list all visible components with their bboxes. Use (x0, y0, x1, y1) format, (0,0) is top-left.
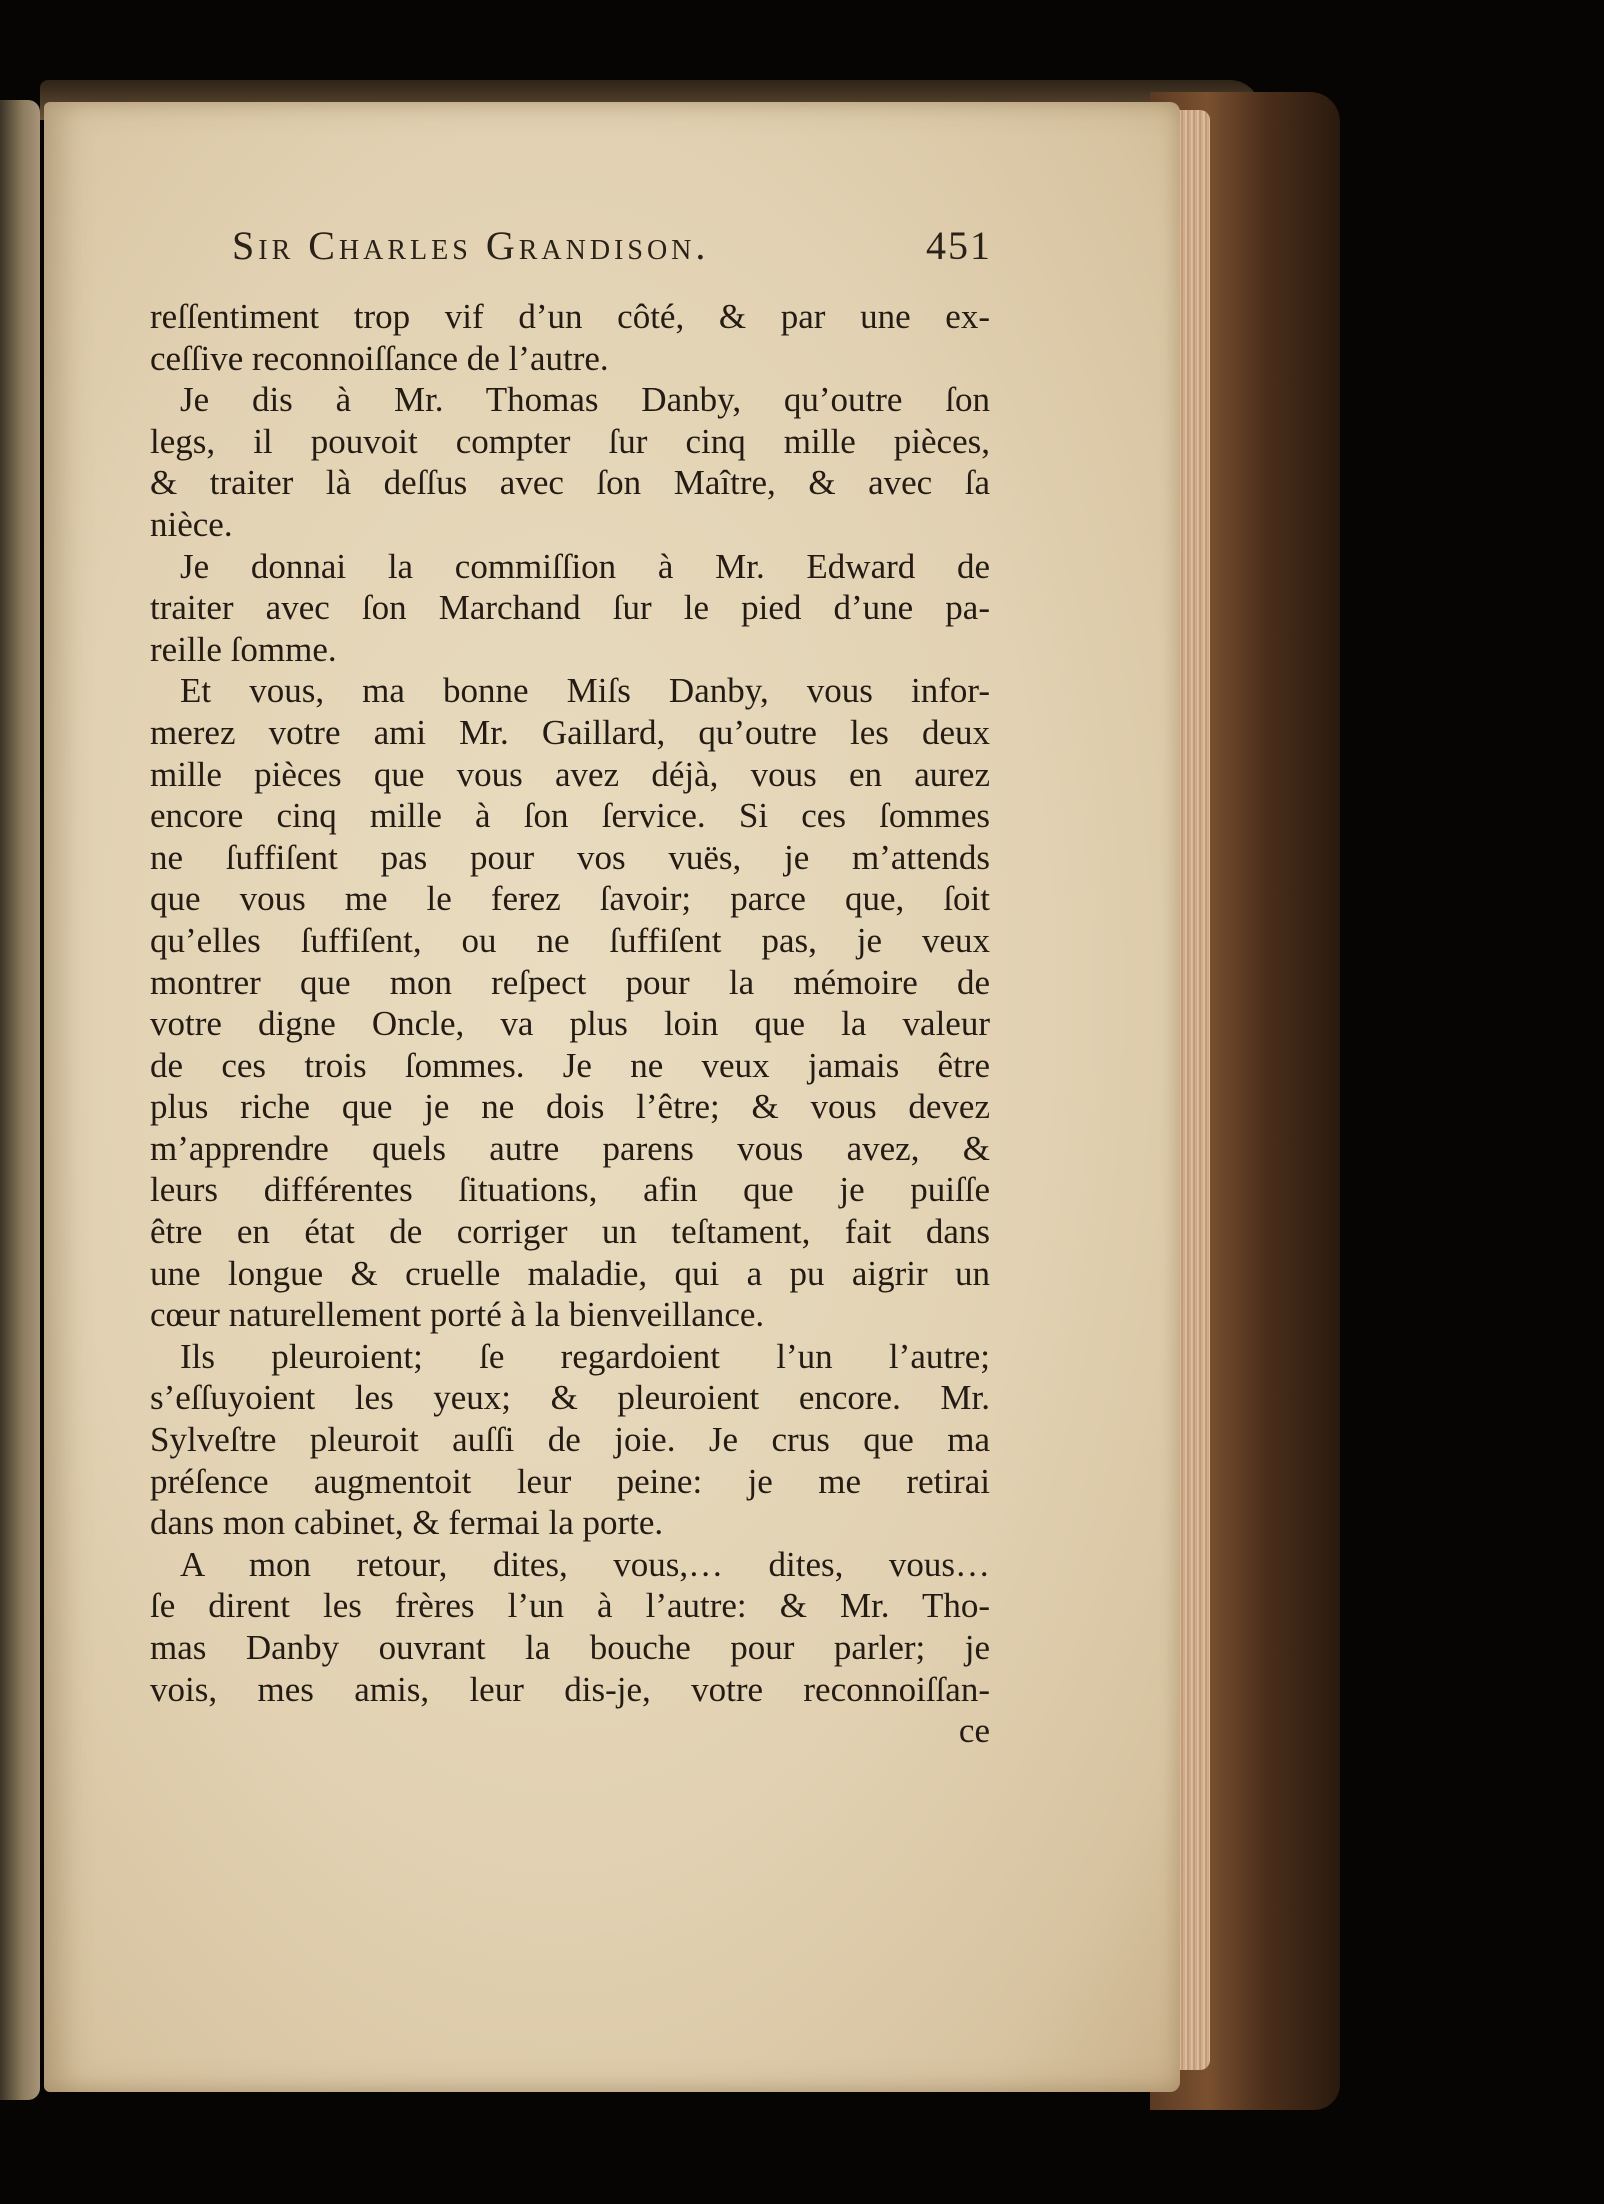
text-line: reille ſomme. (150, 629, 337, 669)
text-line: ceſſive reconnoiſſance de l’autre. (150, 338, 609, 378)
page-number: 451 (926, 223, 992, 268)
text-line: nièce. (150, 504, 233, 544)
text-line: s’eſſuyoient les yeux; & pleuroient encore. Mr. (150, 1378, 990, 1418)
text-line: mille pièces que vous avez déjà, vous en aurez (150, 754, 990, 794)
text-line: Et vous, ma bonne Miſs Danby, vous infor- (180, 671, 990, 711)
text-line: ne ſuffiſent pas pour vos vuës, je m’attends (150, 837, 990, 877)
running-head (232, 222, 992, 282)
text-line: encore cinq mille à ſon ſervice. Si ces ſommes (150, 796, 990, 836)
text-line: ſe dirent les frères l’un à l’autre: & Mr. Tho- (150, 1586, 990, 1626)
text-line: de ces trois ſommes. Je ne veux jamais être (150, 1045, 990, 1085)
text-line: Sylveſtre pleuroit auſſi de joie. Je crus que ma (150, 1420, 990, 1460)
text-line: préſence augmentoit leur peine: je me retirai (150, 1461, 990, 1501)
text-line: mas Danby ouvrant la bouche pour parler; je (150, 1628, 990, 1667)
text-line: Je donnai la commiſſion à Mr. Edward de (180, 546, 990, 586)
text-line: votre digne Oncle, va plus loin que la valeur (150, 1004, 990, 1044)
text-line: & traiter là deſſus avec ſon Maître, & avec ſa (150, 463, 990, 503)
text-line: m’apprendre quels autre parens vous avez, & (150, 1128, 990, 1168)
text-line: montrer que mon reſpect pour la mémoire de (150, 962, 990, 1002)
text-line: cœur naturellement porté à la bienveillance. (150, 1295, 765, 1335)
text-line: plus riche que je ne dois l’être; & vous devez (150, 1087, 990, 1127)
text-line: legs, il pouvoit compter ſur cinq mille pièces, (150, 421, 990, 461)
text-line: reſſentiment trop vif d’un côté, & par une ex- (150, 297, 990, 336)
text-line: leurs différentes ſituations, afin que je puiſſe (150, 1170, 990, 1210)
text-line: traiter avec ſon Marchand ſur le pied d’une pa- (150, 588, 990, 628)
text-line: Je dis à Mr. Thomas Danby, qu’outre ſon (180, 380, 990, 420)
body-text (150, 296, 990, 1752)
text-line: une longue & cruelle maladie, qui a pu aigrir un (150, 1253, 990, 1293)
text-line: être en état de corriger un teſtament, fait dans (150, 1212, 990, 1252)
text-line: vois, mes amis, leur dis-je, votre reconnoiſſan- (150, 1669, 990, 1709)
text-line: qu’elles ſuffiſent, ou ne ſuffiſent pas, je veux (150, 920, 990, 960)
text-line: merez votre ami Mr. Gaillard, qu’outre les deux (150, 712, 990, 752)
text-line: que vous me le ferez ſavoir; parce que, ſoit (150, 879, 990, 919)
running-head-title: Sir Charles Grandison. (232, 223, 710, 268)
facing-page-edge (0, 100, 40, 2100)
text-line: dans mon cabinet, & fermai la porte. (150, 1503, 664, 1543)
text-line: Ils pleuroient; ſe regardoient l’un l’autre; (180, 1336, 990, 1376)
text-line: A mon retour, dites, vous,… dites, vous… (180, 1544, 990, 1584)
catchword: ce (958, 1711, 990, 1751)
